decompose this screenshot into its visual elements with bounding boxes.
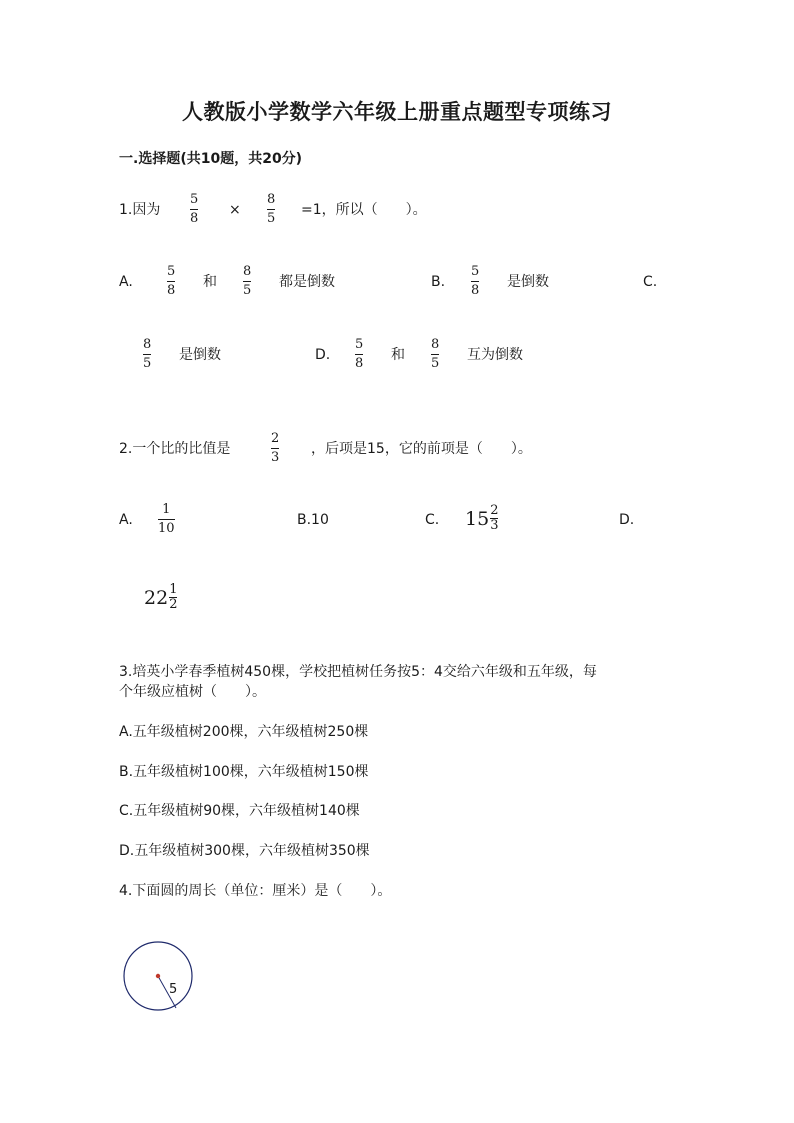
q2-option-c-mixed-number [465,505,498,532]
numerator: 5 [355,337,364,352]
radius-label: 5 [169,982,178,997]
denominator: 8 [167,283,176,298]
q2-fraction [271,432,279,465]
circle-figure [120,938,200,1018]
whole-part: 22 [144,586,169,609]
q2-prefix: 2.一个比的比值是 [119,441,231,457]
q1-option-b-text: 是倒数 [507,274,549,290]
q3-option-b[interactable]: B.五年级植树100棵，六年级植树150棵 [119,764,369,780]
numerator: 2 [490,503,499,518]
numerator: 5 [167,264,176,279]
q3-option-a[interactable]: A.五年级植树200棵，六年级植树250棵 [119,724,369,740]
q1-fraction-1 [190,193,198,226]
q1-suffix: =1，所以（ ）。 [301,202,427,218]
q1-option-a-fraction-2 [243,265,251,298]
numerator: 8 [143,337,152,352]
denominator: 5 [143,356,152,371]
q1-prefix: 1.因为 [119,202,161,218]
page-title: 人教版小学数学六年级上册重点题型专项练习 [182,99,612,124]
denominator: 5 [267,211,276,226]
q1-option-c-fraction [143,338,151,371]
q1-option-a-text: 都是倒数 [279,274,335,290]
q3-text-line-1: 3.培英小学春季植树450棵，学校把植树任务按5：4交给六年级和五年级，每 [119,664,597,680]
q1-option-a-label[interactable]: A. [119,274,133,290]
times-sign: × [229,202,241,218]
q1-option-d-label[interactable]: D. [315,347,331,363]
section-heading: 一.选择题(共10题，共20分) [119,151,303,167]
numerator: 8 [243,264,252,279]
q1-option-d-text: 互为倒数 [467,347,523,363]
numerator: 1 [169,582,178,597]
q2-option-b[interactable]: B.10 [297,512,329,528]
q2-option-d-mixed-number [144,584,177,611]
q1-option-d-and: 和 [391,347,405,363]
numerator: 8 [267,192,276,207]
q1-option-c-text: 是倒数 [179,347,221,363]
numerator: 5 [471,264,480,279]
denominator: 5 [243,283,252,298]
q3-text-line-2: 个年级应植树（ ）。 [119,684,266,700]
denominator: 2 [169,597,178,612]
denominator: 5 [431,356,440,371]
fraction-part [490,505,498,532]
denominator: 10 [158,521,175,536]
q1-option-d-fraction-1 [355,338,363,371]
whole-part: 15 [465,507,490,530]
numerator: 5 [190,192,199,207]
q3-option-c[interactable]: C.五年级植树90棵，六年级植树140棵 [119,803,360,819]
denominator: 3 [490,518,499,533]
q1-option-d-fraction-2 [431,338,439,371]
numerator: 2 [271,431,280,446]
denominator: 8 [471,283,480,298]
q2-option-a-fraction [158,503,175,536]
numerator: 1 [162,502,171,517]
numerator: 8 [431,337,440,352]
circle-center-point [156,974,160,978]
q2-option-c-label[interactable]: C. [425,512,440,528]
q1-option-a-fraction-1 [167,265,175,298]
denominator: 3 [271,450,280,465]
denominator: 8 [190,211,199,226]
q1-option-b-label[interactable]: B. [431,274,446,290]
q2-suffix: ，后项是15，它的前项是（ ）。 [311,441,532,457]
q4-text: 4.下面圆的周长（单位：厘米）是（ ）。 [119,883,392,899]
q2-option-a-label[interactable]: A. [119,512,133,528]
fraction-part [169,584,177,611]
q1-option-b-fraction [471,265,479,298]
q1-fraction-2 [267,193,275,226]
q3-option-d[interactable]: D.五年级植树300棵，六年级植树350棵 [119,843,370,859]
q2-option-d-label[interactable]: D. [619,512,635,528]
denominator: 8 [355,356,364,371]
q1-option-c-label[interactable]: C. [643,274,658,290]
q1-option-a-and: 和 [203,274,217,290]
